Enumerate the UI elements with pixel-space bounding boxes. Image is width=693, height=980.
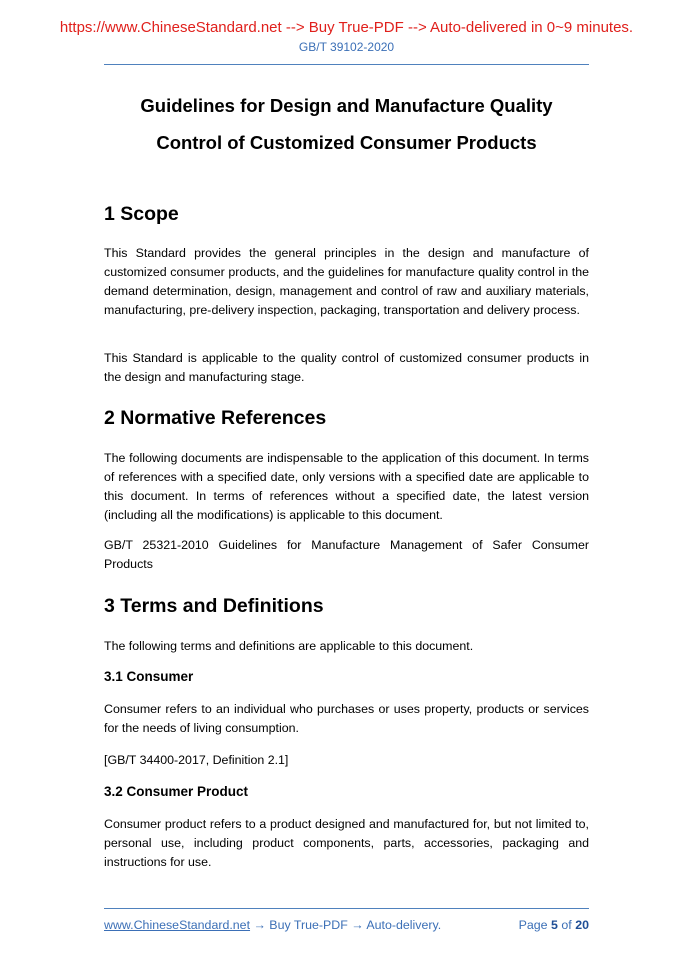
document-title-line-1: Guidelines for Design and Manufacture Quality xyxy=(140,95,553,116)
scope-paragraph-2: This Standard is applicable to the quality control of customized consumer products in the design and manufacturing stage. xyxy=(104,351,589,384)
terms-intro: The following terms and definitions are applicable to this document. xyxy=(104,639,474,653)
footer-website-link[interactable]: www.ChineseStandard.net xyxy=(104,918,251,932)
top-banner-link[interactable]: https://www.ChineseStandard.net --> Buy True-PDF --> Auto-delivered in 0~9 minutes. xyxy=(59,19,634,36)
of-label: of xyxy=(561,918,572,932)
normative-reference-item: GB/T 25321-2010 Guidelines for Manufacture Management of Safer Consumer Products xyxy=(104,538,589,571)
term-reference-consumer: [GB/T 34400-2017, Definition 2.1] xyxy=(104,753,289,767)
section-heading-scope: 1 Scope xyxy=(104,203,179,225)
section-heading-terms-definitions: 3 Terms and Definitions xyxy=(104,595,324,617)
normative-paragraph-1: The following documents are indispensable to the application of this document. In terms of references with a specified date, only versions with a specified date are applicable to this document. In terms of references without a specified date, the latest version (including all the modifications) is applicable to this document. xyxy=(104,451,589,522)
standard-code-header: GB/T 39102-2020 xyxy=(298,40,395,54)
section-heading-normative-references: 2 Normative References xyxy=(104,407,327,429)
scope-paragraph-1: This Standard provides the general principles in the design and manufacture of customized consumer products, and the guidelines for manufacture quality control in the demand determination, design, management and control of raw and auxiliary materials, manufacturing, pre-delivery inspection, packaging, transportation and delivery process. xyxy=(104,246,589,317)
term-definition-consumer-product: Consumer product refers to a product designed and manufactured for, but not limited to, personal use, including product components, parts, accessories, packaging and instructions for use. xyxy=(104,817,589,869)
term-heading-consumer-product: 3.2 Consumer Product xyxy=(104,784,249,799)
total-pages-number: 20 xyxy=(575,918,589,932)
footer-promo xyxy=(104,918,441,932)
page-label: Page xyxy=(518,918,548,932)
page-indicator xyxy=(502,918,589,932)
footer-divider xyxy=(104,908,589,909)
footer-promo-text: → Buy True-PDF → Auto-delivery. xyxy=(250,918,442,932)
term-heading-consumer: 3.1 Consumer xyxy=(104,669,194,684)
document-title-line-2: Control of Customized Consumer Products xyxy=(156,132,537,153)
header-divider xyxy=(104,64,589,65)
term-definition-consumer: Consumer refers to an individual who purchases or uses property, products or services for the needs of living consumption. xyxy=(104,702,589,735)
current-page-number: 5 xyxy=(551,918,558,932)
